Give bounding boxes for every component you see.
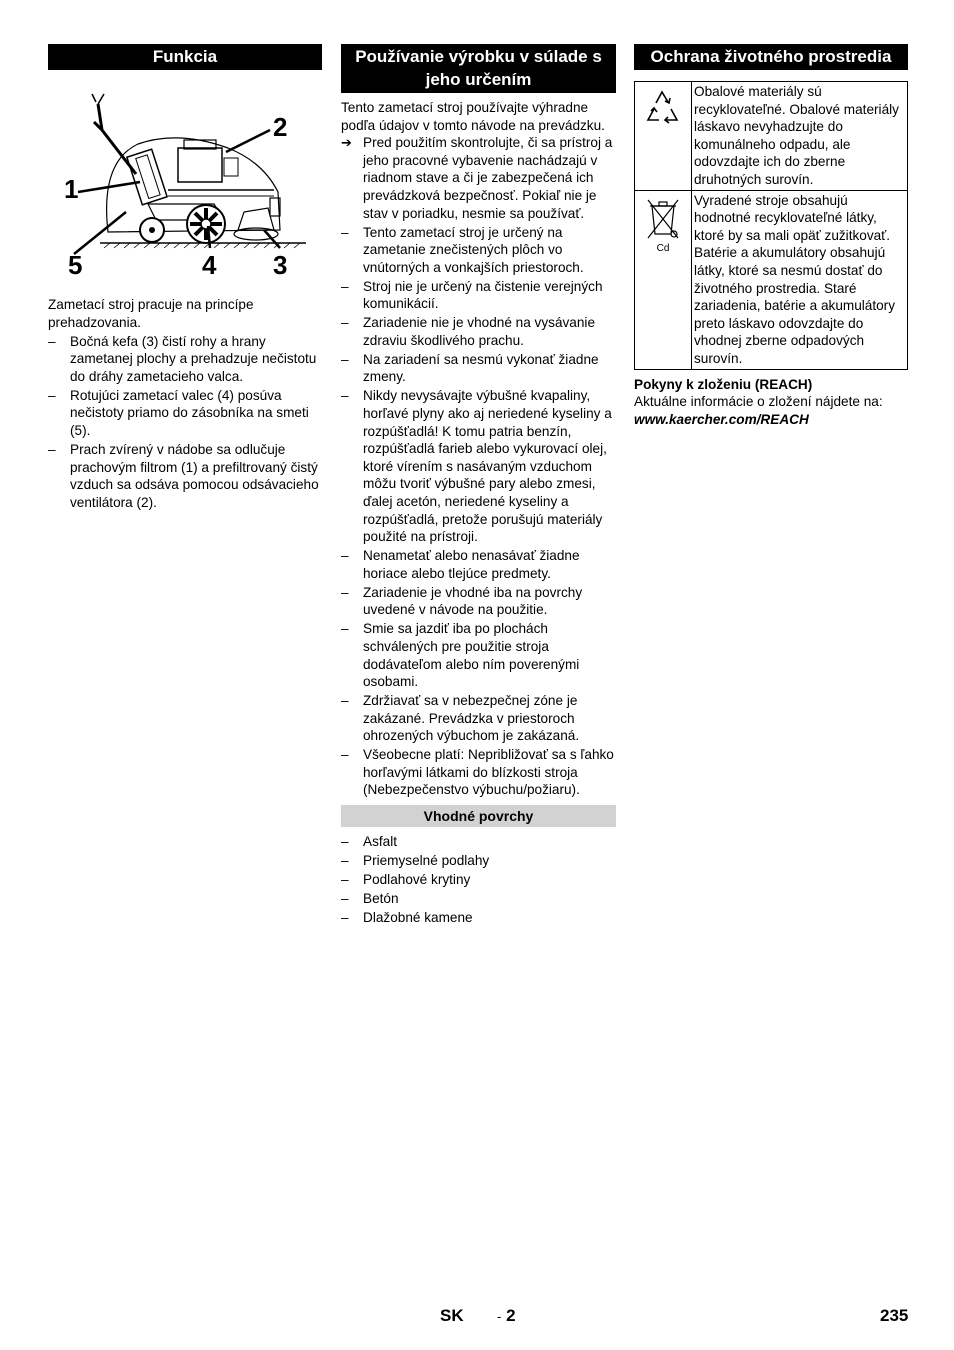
list-item: – Zariadenie je vhodné iba na povrchy uvedené v návode na použitie. [341, 584, 616, 619]
footer-local-page: - 2 [497, 1306, 516, 1325]
figure-label-1: 1 [64, 174, 79, 204]
list-item: – Všeobecne platí: Nepribližovať sa s ľahko horľavými látkami do blízkosti stroja (Nebezpečenstvo výbuchu/požiaru). [341, 746, 616, 799]
arrow-note [341, 134, 616, 222]
reach-title: Pokyny k zloženiu (REACH) [634, 376, 813, 392]
crossed-bin-icon [640, 192, 686, 248]
weee-icon-cell [635, 190, 692, 369]
section-heading-environment: Ochrana životného prostredia [634, 44, 908, 70]
footer-page-number: 235 [880, 1306, 909, 1325]
intended-use-intro: Tento zametací stroj používajte výhradne podľa údajov v tomto návode na prevádzku. [341, 100, 605, 133]
section-heading-surfaces: Vhodné povrchy [341, 805, 616, 827]
list-item: – Bočná kefa (3) čistí rohy a hrany zametanej plochy a prehadzuje nečistotu do dráhy zametacieho valca. [48, 333, 322, 386]
arrow-note-text: Pred použitím skontrolujte, či sa prístroj a jeho pracovné vybavenie nachádzajú v riadnom stave a či je zabezpečená ich prevádzková bezpečnosť. Pokiaľ nie je stav v poriadku, nesmie sa používať. [363, 135, 613, 221]
intended-use-list [341, 224, 616, 800]
list-item: – Asfalt [341, 833, 616, 851]
cd-label: Cd [656, 243, 670, 255]
sweeper-diagram [48, 82, 322, 282]
surfaces-list [341, 833, 616, 927]
list-item: – Priemyselné podlahy [341, 852, 616, 870]
list-item: – Podlahové krytiny [341, 871, 616, 889]
footer-lang: SK [440, 1306, 464, 1325]
recycle-text: Obalové materiály sú recyklovateľné. Obalové materiály láskavo nevyhadzujte do komunálneho odpadu, ale odovzdajte ich do zberne druhotných surovín. [692, 82, 908, 191]
figure-label-5: 5 [68, 250, 83, 280]
table-row [635, 82, 908, 191]
weee-text: Vyradené stroje obsahujú hodnotné recyklovateľné látky, ktoré by sa mali opäť zužitkovať. Batérie a akumulátory obsahujú látky, ktoré sa nesmú dostať do životného prostredia. Staré zariadenia, batérie a akumulátory preto láskavo odovzdajte do vhodnej zberne odpadových surovín. [692, 190, 908, 369]
column-environment [634, 44, 908, 428]
environment-table [634, 81, 908, 370]
list-item: – Nikdy nevysávajte výbušné kvapaliny, horľavé plyny ako aj neriedené kyseliny a rozpúšťadlá! K tomu patria benzín, rozpúšťadlá farieb alebo vykurovací olej, ktoré vírením s nasávaným vzduchom môžu tvoriť výbušné pary alebo zmesi, ďalej acetón, neriedené kyseliny a rozpúšťadlá, pretože porušujú materiály použité na prístroji. [341, 387, 616, 545]
list-item: – Prach zvírený v nádobe sa odlučuje prachovým filtrom (1) a prefiltrovaný čistý vzduch sa odsáva pomocou odsávacieho ventilátora (2). [48, 441, 322, 511]
arrow-right-icon: ➔ [341, 135, 352, 151]
list-item: – Tento zametací stroj je určený na zametanie znečistených plôch vo vnútorných a vonkajších priestoroch. [341, 224, 616, 277]
reach-link[interactable]: www.kaercher.com/REACH [634, 411, 809, 427]
list-item: – Nenametať alebo nenasávať žiadne horiace alebo tlejúce predmety. [341, 547, 616, 582]
list-item: – Zdržiavať sa v nebezpečnej zóne je zakázané. Prevádzka v priestoroch ohrozených výbuchom je zakázaná. [341, 692, 616, 745]
recycle-icon [640, 83, 686, 131]
column-funkcia [48, 44, 322, 511]
figure-label-2: 2 [273, 112, 288, 142]
figure-label-3: 3 [273, 250, 288, 280]
section-heading-intended-use: Používanie výrobku v súlade s jeho určením [341, 44, 616, 93]
section-heading-funkcia: Funkcia [48, 44, 322, 70]
list-item: – Stroj nie je určený na čistenie verejných komunikácií. [341, 278, 616, 313]
reach-text: Aktuálne informácie o zložení nájdete na: [634, 394, 883, 410]
recycle-icon-cell [635, 82, 692, 191]
list-item: – Betón [341, 890, 616, 908]
list-item: – Dlažobné kamene [341, 909, 616, 927]
footer-local-page-num: 2 [506, 1306, 516, 1325]
list-item: – Zariadenie nie je vhodné na vysávanie zdraviu škodlivého prachu. [341, 314, 616, 349]
funkcia-list [48, 333, 322, 512]
list-item: – Rotujúci zametací valec (4) posúva nečistoty priamo do zásobníka na smeti (5). [48, 387, 322, 440]
funkcia-intro: Zametací stroj pracuje na princípe prehadzovania. [48, 297, 254, 330]
list-item: – Na zariadení sa nesmú vykonať žiadne zmeny. [341, 351, 616, 386]
figure-label-4: 4 [202, 250, 217, 280]
column-intended-use [341, 44, 616, 927]
table-row [635, 190, 908, 369]
list-item: – Smie sa jazdiť iba po plochách schválených pre použitie stroja dodávateľom alebo ním poverenými osobami. [341, 620, 616, 690]
